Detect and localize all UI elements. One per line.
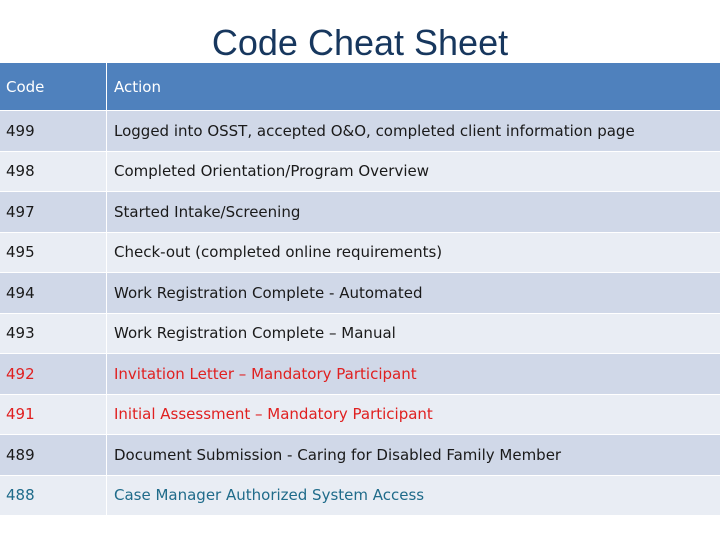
code-cell: 495 [0, 233, 107, 273]
table-row [0, 395, 720, 436]
table-row [0, 273, 720, 314]
action-cell: Invitation Letter – Mandatory Participant [114, 364, 417, 383]
table-row [0, 476, 720, 517]
code-cell: 488 [0, 476, 107, 516]
table-row [0, 192, 720, 233]
code-cell: 489 [0, 435, 107, 475]
table-row [0, 314, 720, 355]
action-cell: Logged into OSST, accepted O&O, completed client information page [114, 121, 635, 140]
page-title: Code Cheat Sheet [211, 22, 509, 63]
table-header-row [0, 63, 720, 111]
action-cell: Check-out (completed online requirements) [114, 243, 443, 262]
code-cell: 491 [0, 395, 107, 435]
action-cell: Work Registration Complete – Manual [114, 324, 396, 343]
header-code: Code [0, 63, 107, 110]
action-cell: Started Intake/Screening [114, 202, 301, 221]
table-row [0, 435, 720, 476]
action-cell: Work Registration Complete - Automated [114, 283, 423, 302]
action-cell: Initial Assessment – Mandatory Participant [114, 405, 433, 424]
code-cell: 498 [0, 152, 107, 192]
table-row [0, 152, 720, 193]
table-row [0, 354, 720, 395]
table-row [0, 111, 720, 152]
table-row [0, 233, 720, 274]
header-action: Action [114, 77, 161, 96]
action-cell: Case Manager Authorized System Access [114, 486, 425, 505]
code-cell: 492 [0, 354, 107, 394]
code-cell: 493 [0, 314, 107, 354]
action-cell: Completed Orientation/Program Overview [114, 162, 429, 181]
code-cell: 499 [0, 111, 107, 151]
code-table [0, 63, 720, 516]
action-cell: Document Submission - Caring for Disabled Family Member [114, 445, 562, 464]
code-cell: 494 [0, 273, 107, 313]
code-cell: 497 [0, 192, 107, 232]
